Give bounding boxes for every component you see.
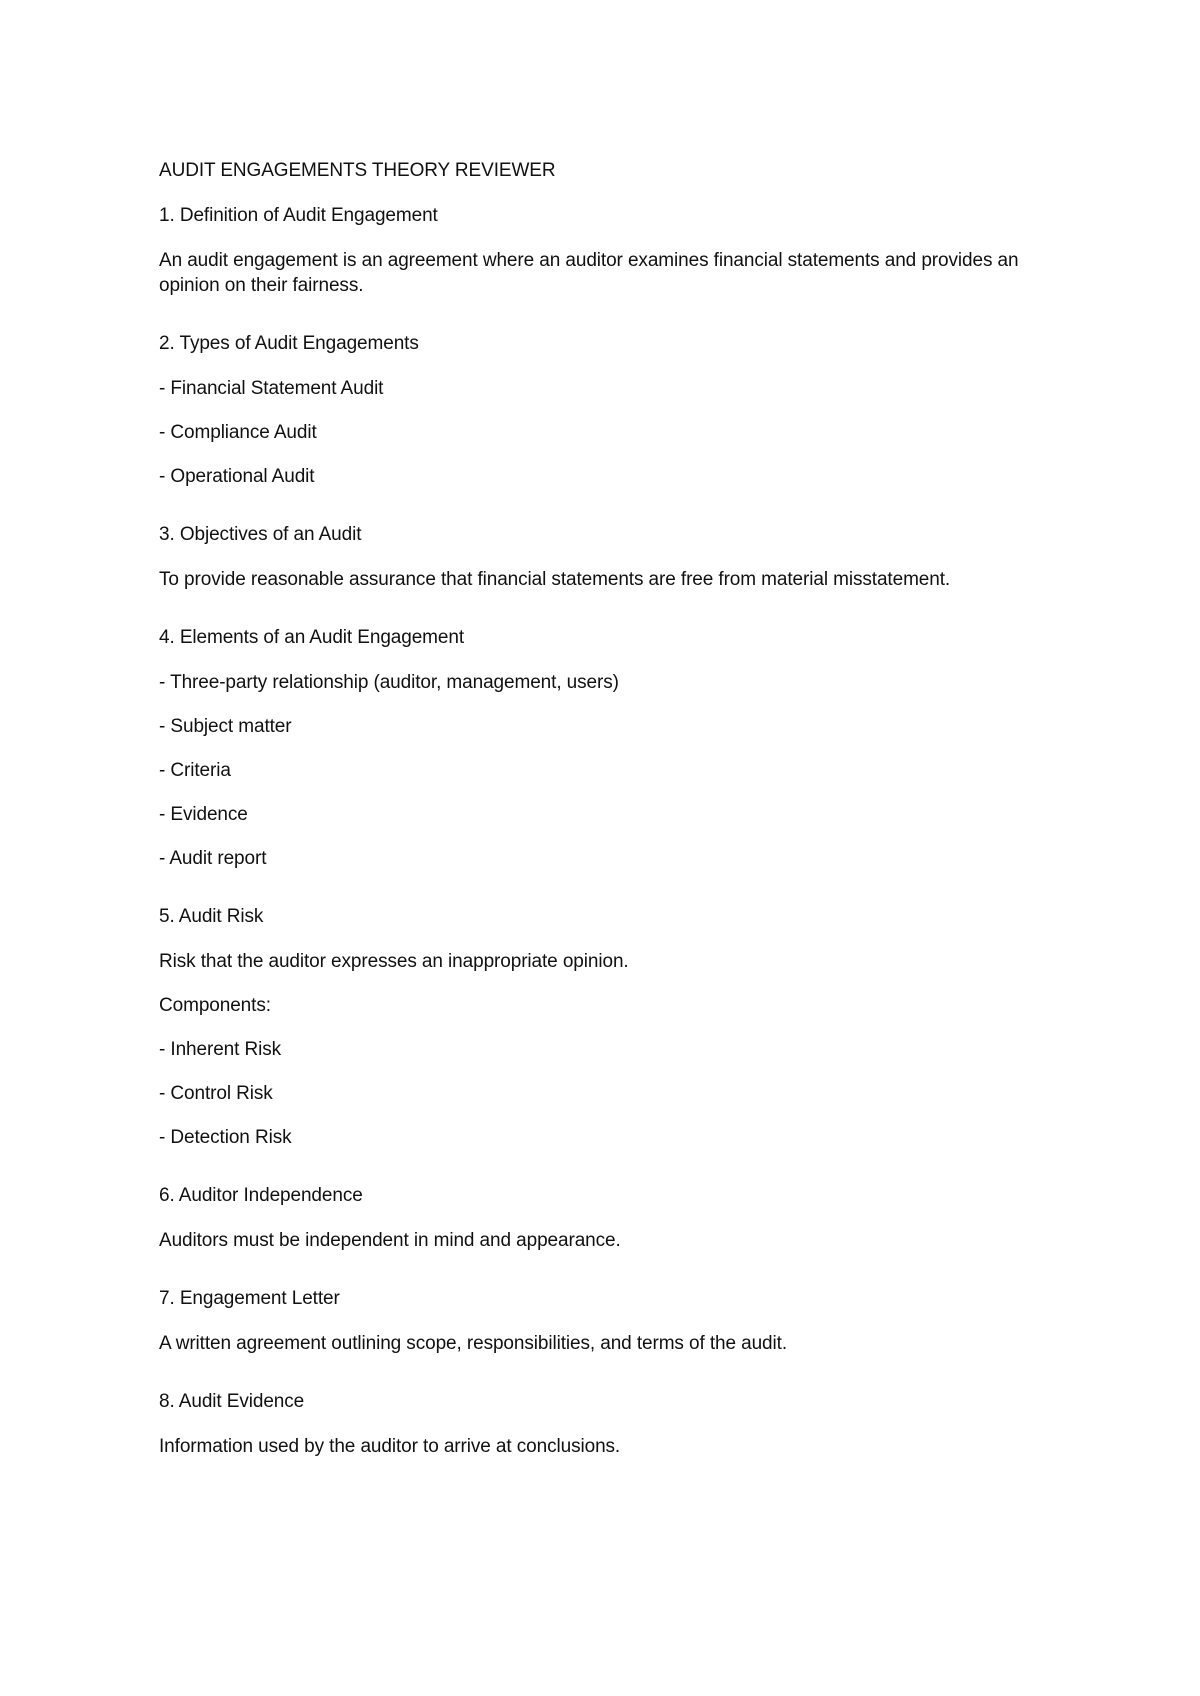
list-item: - Subject matter [159, 716, 292, 737]
bullet-list [159, 670, 1039, 871]
document-body [159, 158, 1039, 1478]
section-heading: 8. Audit Evidence [159, 1391, 305, 1412]
list-item: - Evidence [159, 804, 248, 825]
section-heading: 7. Engagement Letter [159, 1288, 340, 1309]
section-heading: 2. Types of Audit Engagements [159, 333, 419, 354]
section-paragraph: Risk that the auditor expresses an inappropriate opinion. [159, 951, 629, 972]
list-item: - Financial Statement Audit [159, 378, 384, 399]
section-heading: 3. Objectives of an Audit [159, 524, 362, 545]
section-elements [159, 625, 1039, 871]
list-item: - Inherent Risk [159, 1039, 282, 1060]
section-engagement-letter [159, 1286, 1039, 1356]
section-audit-evidence [159, 1389, 1039, 1459]
section-heading: 6. Auditor Independence [159, 1185, 363, 1206]
list-item: - Control Risk [159, 1083, 273, 1104]
section-definition [159, 203, 1039, 298]
list-item: - Detection Risk [159, 1127, 292, 1148]
section-paragraph: An audit engagement is an agreement where an auditor examines financial statements and provides an opinion on their fairness. [159, 250, 1019, 296]
section-heading: 1. Definition of Audit Engagement [159, 205, 438, 226]
list-item: - Compliance Audit [159, 422, 317, 443]
list-item: - Criteria [159, 760, 231, 781]
section-paragraph: Information used by the auditor to arrive at conclusions. [159, 1436, 621, 1457]
list-item: - Audit report [159, 848, 267, 869]
section-objectives [159, 522, 1039, 592]
section-audit-risk [159, 904, 1039, 1150]
bullet-list [159, 376, 1039, 489]
section-paragraph: Components: [159, 995, 271, 1016]
section-heading: 4. Elements of an Audit Engagement [159, 627, 465, 648]
list-item: - Three-party relationship (auditor, management, users) [159, 672, 619, 693]
section-paragraph: A written agreement outlining scope, responsibilities, and terms of the audit. [159, 1333, 787, 1354]
bullet-list [159, 1037, 1039, 1150]
document-title: AUDIT ENGAGEMENTS THEORY REVIEWER [159, 160, 556, 181]
section-independence [159, 1183, 1039, 1253]
section-types [159, 331, 1039, 489]
section-paragraph: To provide reasonable assurance that financial statements are free from material misstatement. [159, 569, 951, 590]
section-heading: 5. Audit Risk [159, 906, 264, 927]
list-item: - Operational Audit [159, 466, 315, 487]
section-paragraph: Auditors must be independent in mind and appearance. [159, 1230, 621, 1251]
